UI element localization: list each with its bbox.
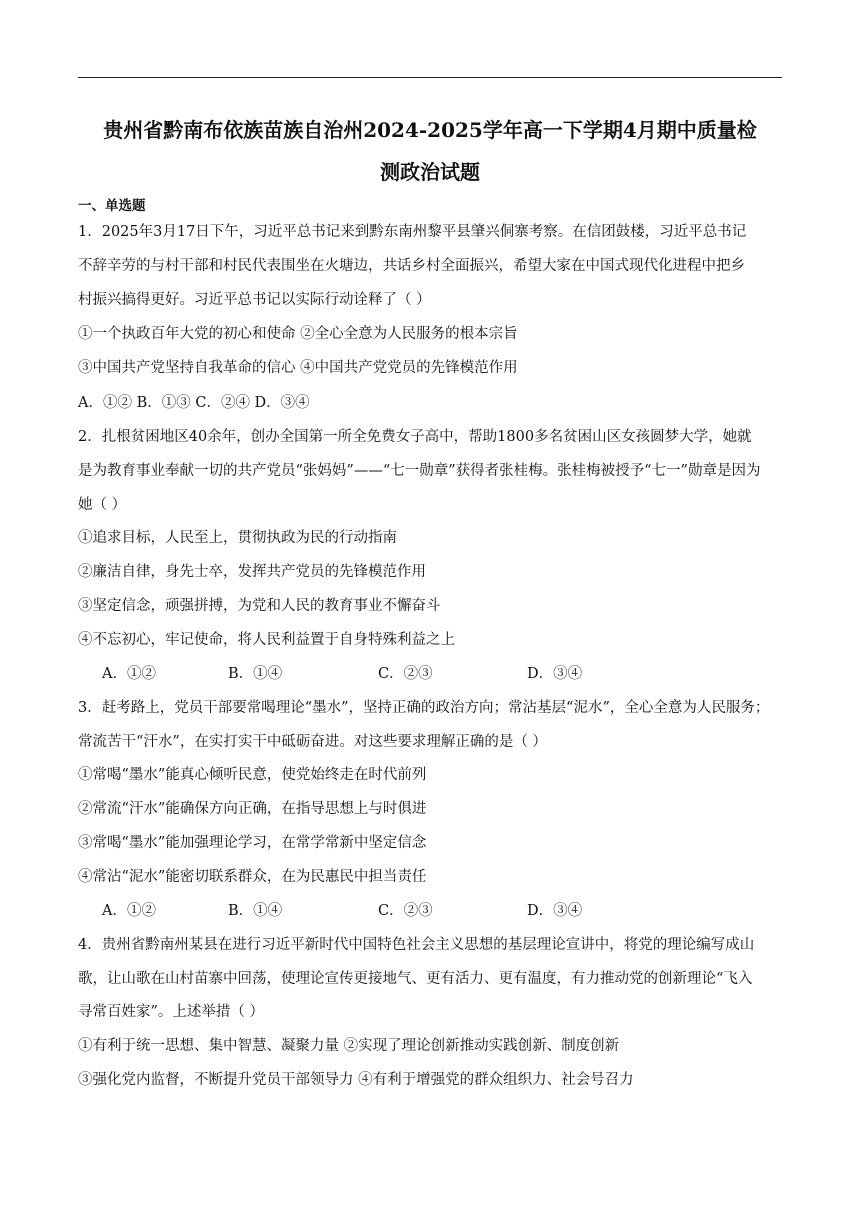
q3-option-c: C．②③ [378, 903, 433, 919]
q2-stem-line-3: 她（ ） [78, 497, 127, 513]
q1-item-row-2: ③中国共产党坚持自我革命的信心 ④中国共产党党员的先锋模范作用 [78, 360, 518, 376]
section-heading: 一、单选题 [78, 198, 146, 214]
q4-item-row-2: ③强化党内监督，不断提升党员干部领导力 ④有利于增强党的群众组织力、社会号召力 [78, 1072, 634, 1088]
q3-stem-line-2: 常流苦干“汗水”，在实打实干中砥砺奋进。对这些要求理解正确的是（ ） [78, 734, 547, 750]
q4-stem-line-1: 4．贵州省黔南州某县在进行习近平新时代中国特色社会主义思想的基层理论宣讲中，将党的理论编写成山 [78, 937, 755, 953]
q2-item-1: ①追求目标，人民至上，贯彻执政为民的行动指南 [78, 530, 397, 546]
q3-item-2: ②常流“汗水”能确保方向正确，在指导思想上与时俱进 [78, 801, 427, 817]
q2-item-4: ④不忘初心，牢记使命，将人民利益置于自身特殊利益之上 [78, 632, 455, 648]
q2-option-c: C．②③ [378, 666, 433, 682]
q1-stem-line-2: 不辞辛劳的与村干部和村民代表围坐在火塘边，共话乡村全面振兴，希望大家在中国式现代化进程中把乡 [78, 258, 745, 274]
q2-item-3: ③坚定信念，顽强拼搏，为党和人民的教育事业不懈奋斗 [78, 598, 441, 614]
q1-item-row-1: ①一个执政百年大党的初心和使命 ②全心全意为人民服务的根本宗旨 [78, 326, 518, 342]
q4-stem-line-2: 歌，让山歌在山村苗寨中回荡，使理论宣传更接地气、更有活力、更有温度，有力推动党的创新理论“飞入 [78, 971, 753, 987]
q3-item-4: ④常沾“泥水”能密切联系群众，在为民惠民中担当责任 [78, 869, 427, 885]
q3-item-1: ①常喝“墨水”能真心倾听民意，使党始终走在时代前列 [78, 767, 427, 783]
q2-option-d: D．③④ [527, 666, 583, 682]
q1-stem-line-3: 村振兴搞得更好。习近平总书记以实际行动诠释了（ ） [78, 292, 431, 308]
q2-stem-line-2: 是为教育事业奉献一切的共产党员“张妈妈”——“七一勋章”获得者张桂梅。张桂梅被授予“七一”勋章是因为 [78, 463, 761, 479]
q3-option-a: A．①② [102, 903, 156, 919]
q4-stem-line-3: 寻常百姓家”。上述举措（ ） [78, 1004, 265, 1020]
q2-stem-line-1: 2．扎根贫困地区40余年，创办全国第一所全免费女子高中，帮助1800多名贫困山区女孩圆梦大学，她就 [78, 429, 752, 445]
q1-options: A．①② B．①③ C．②④ D．③④ [78, 395, 310, 411]
q2-option-b: B．①④ [228, 666, 283, 682]
q2-item-2: ②廉洁自律，身先士卒，发挥共产党员的先锋模范作用 [78, 564, 426, 580]
header-rule [78, 77, 782, 78]
q3-option-d: D．③④ [527, 903, 583, 919]
document-title-line-2: 测政治试题 [380, 160, 480, 184]
q4-item-row-1: ①有利于统一思想、集中智慧、凝聚力量 ②实现了理论创新推动实践创新、制度创新 [78, 1038, 620, 1054]
q3-option-b: B．①④ [228, 903, 283, 919]
q3-stem-line-1: 3．赶考路上，党员干部要常喝理论“墨水”，坚持正确的政治方向；常沾基层“泥水”，全心全意为人民服务； [78, 700, 770, 716]
q1-stem-line-1: 1．2025年3月17日下午，习近平总书记来到黔东南州黎平县肇兴侗寨考察。在信团鼓楼，习近平总书记 [78, 224, 747, 240]
q3-item-3: ③常喝“墨水”能加强理论学习，在常学常新中坚定信念 [78, 835, 427, 851]
q2-option-a: A．①② [102, 666, 156, 682]
document-title-line-1: 贵州省黔南布依族苗族自治州2024-2025学年高一下学期4月期中质量检 [103, 118, 757, 142]
